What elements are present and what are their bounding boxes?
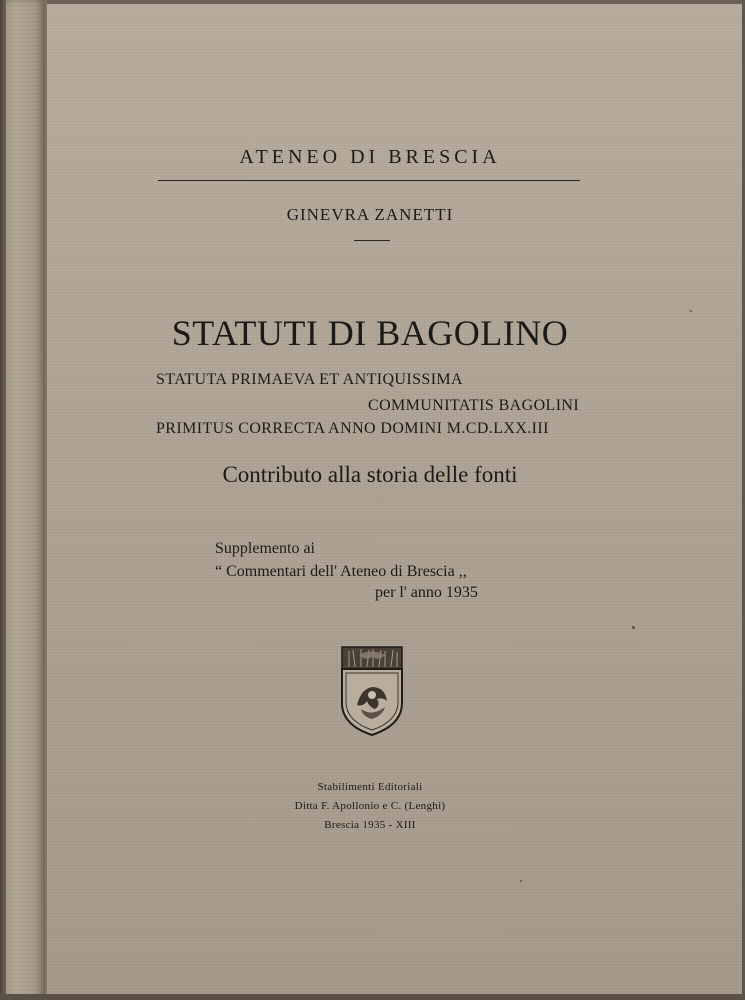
bottom-edge (0, 994, 745, 1000)
book-subtitle: Contributo alla storia delle fonti (222, 462, 518, 487)
paper-speck (520, 880, 522, 882)
author-rule (354, 240, 390, 241)
supplement-line-2: “ Commentari dell' Ateneo di Brescia ,, (215, 563, 467, 580)
supplement-line-1: Supplemento ai (215, 540, 315, 557)
latin-line-1: STATUTA PRIMAEVA ET ANTIQUISSIMA (156, 371, 464, 388)
paper-speck (632, 626, 635, 629)
book-title: STATUTI DI BAGOLINO (171, 313, 569, 353)
imprint-line-3: Brescia 1935 - XIII (324, 819, 416, 831)
latin-line-3: PRIMITUS CORRECTA ANNO DOMINI M.CD.LXX.III (156, 420, 549, 437)
publisher-name: ATENEO DI BRESCIA (239, 146, 501, 168)
supplement-line-3: per l' anno 1935 (375, 584, 478, 601)
spine-edge (0, 0, 6, 1000)
top-edge (0, 0, 745, 4)
header-rule (158, 180, 580, 181)
author-name: GINEVRA ZANETTI (286, 205, 454, 224)
paper-speck (690, 310, 692, 312)
book-spine (0, 0, 47, 1000)
imprint-line-1: Stabilimenti Editoriali (317, 781, 423, 793)
coat-of-arms-icon (339, 645, 405, 737)
latin-line-2: COMMUNITATIS BAGOLINI (368, 397, 580, 414)
imprint-line-2: Ditta F. Apollonio e C. (Lenghi) (294, 800, 446, 812)
